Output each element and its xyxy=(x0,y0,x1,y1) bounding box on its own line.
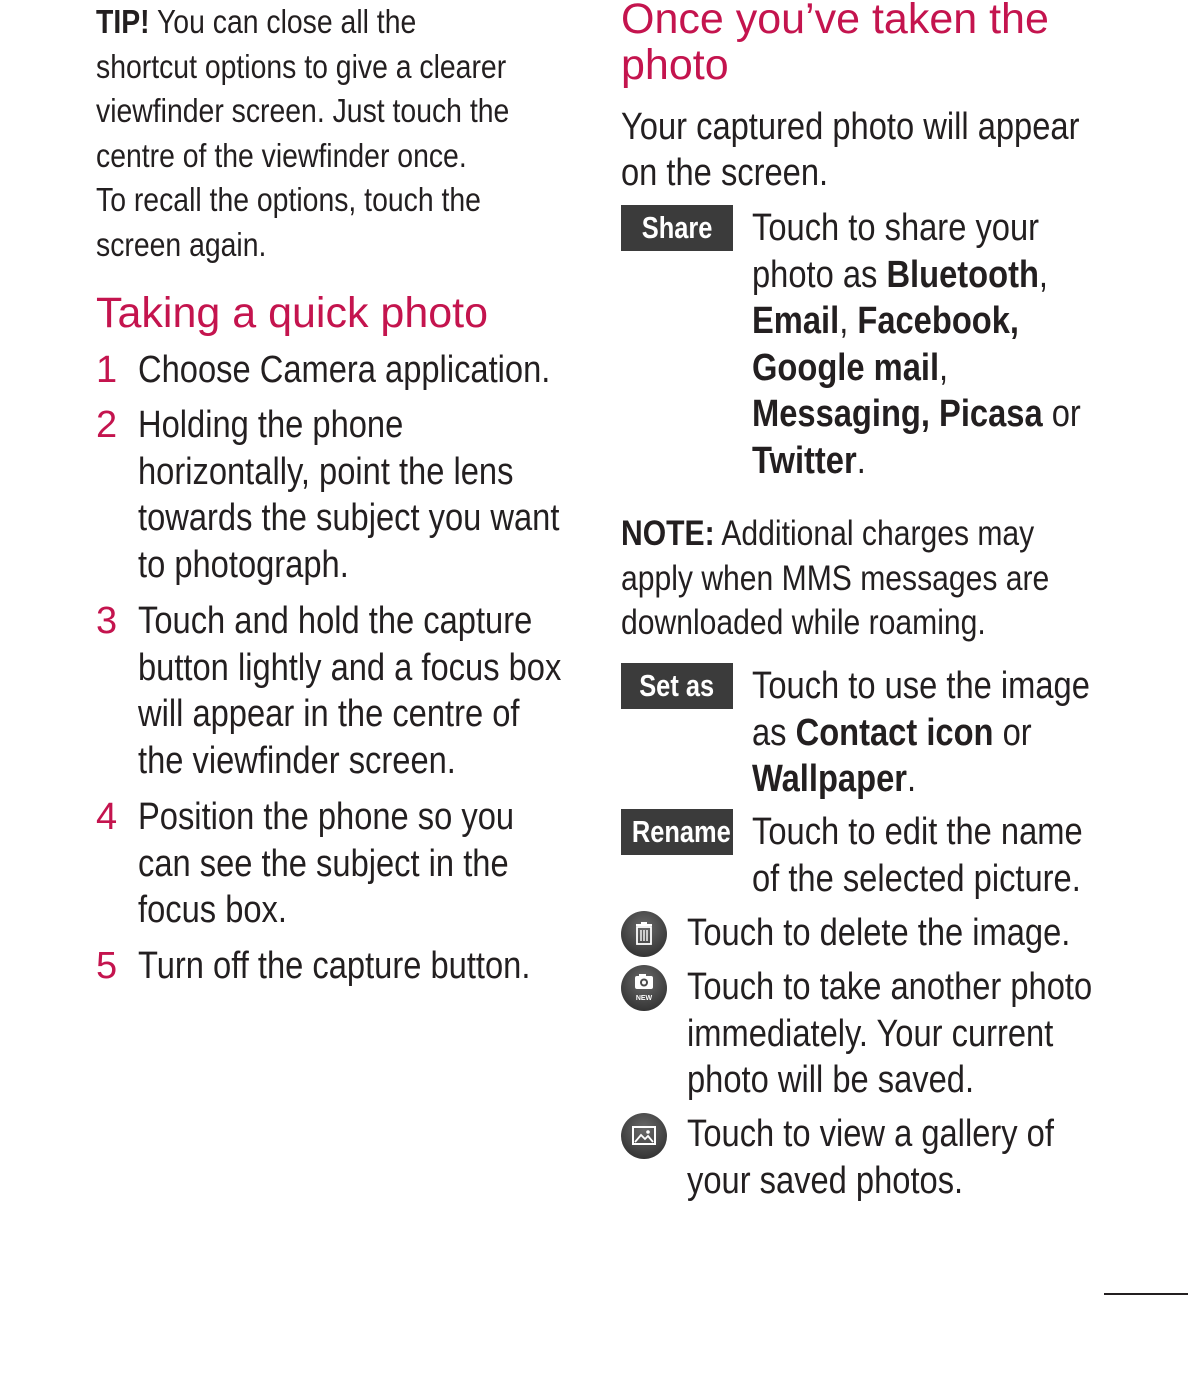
after-photo-heading xyxy=(621,0,1049,87)
camera-new-icon-label: NEW xyxy=(635,995,653,1002)
tip-line: You can close all the xyxy=(149,3,417,40)
set-as-text: or xyxy=(993,711,1032,754)
rename-description xyxy=(752,809,1083,902)
note-label: NOTE: xyxy=(621,514,715,553)
share-text: photo as xyxy=(752,253,887,296)
new-photo-line: immediately. Your current xyxy=(687,1012,1054,1055)
share-text: or xyxy=(1042,393,1081,435)
trash-icon xyxy=(621,911,667,957)
share-text: , xyxy=(839,300,858,342)
new-photo-description xyxy=(687,964,1092,1104)
share-text: . xyxy=(856,439,866,482)
step-line: focus box. xyxy=(138,889,287,931)
share-option: Bluetooth xyxy=(886,253,1039,296)
step-line: horizontally, point the lens xyxy=(138,450,514,493)
share-line: Touch to share your xyxy=(752,207,1040,249)
page-footer-rule xyxy=(1104,1293,1188,1295)
share-option: Google mail xyxy=(752,346,940,389)
quick-photo-heading: Taking a quick photo xyxy=(96,289,489,337)
set-as-description xyxy=(752,663,1090,803)
set-as-option: Wallpaper xyxy=(752,758,907,800)
set-as-option: Contact icon xyxy=(795,711,994,754)
heading-line: Once you’ve taken the xyxy=(621,0,1049,43)
gallery-line: your saved photos. xyxy=(687,1159,964,1202)
note-line: downloaded while roaming. xyxy=(621,603,986,642)
gallery-description xyxy=(687,1111,1054,1204)
step-line: to photograph. xyxy=(138,543,349,586)
note-line: apply when MMS messages are xyxy=(621,558,1050,598)
delete-description xyxy=(687,910,1070,957)
tip-line: viewfinder screen. Just touch the xyxy=(96,92,510,129)
share-option: Email xyxy=(752,300,840,342)
gallery-line: Touch to view a gallery of xyxy=(687,1113,1054,1155)
step-number: 2 xyxy=(96,404,118,446)
intro-line: Your captured photo will appear xyxy=(621,106,1080,148)
rename-button-icon xyxy=(621,809,733,855)
camera-new-icon xyxy=(621,965,667,1011)
share-text: , xyxy=(1038,253,1049,296)
step-line: can see the subject in the xyxy=(138,842,509,885)
intro-line: on the screen. xyxy=(621,152,829,194)
step-number: 3 xyxy=(96,600,118,642)
set-as-line: Touch to use the image xyxy=(752,665,1090,707)
step-line: Holding the phone xyxy=(138,404,404,446)
set-as-text: as xyxy=(752,711,796,754)
note-block xyxy=(621,512,1049,646)
step-line: towards the subject you want xyxy=(138,497,560,539)
step-number: 4 xyxy=(96,796,118,838)
gallery-icon xyxy=(621,1113,667,1159)
step-number: 5 xyxy=(96,945,118,987)
share-text: , xyxy=(939,346,949,389)
share-option: Twitter xyxy=(752,439,857,482)
step-line: the viewfinder screen. xyxy=(138,739,456,782)
share-option: Facebook, xyxy=(857,300,1020,342)
tip-line: screen again. xyxy=(96,225,267,263)
step-line: will appear in the centre of xyxy=(138,693,520,735)
tip-line: shortcut options to give a clearer xyxy=(96,47,507,85)
tip-label: TIP! xyxy=(96,3,150,40)
rename-line: of the selected picture. xyxy=(752,857,1081,900)
step-line: Touch and hold the capture xyxy=(138,600,533,642)
share-description xyxy=(752,205,1081,484)
intro-text xyxy=(621,104,1079,196)
set-as-button-icon xyxy=(621,663,733,709)
heading-line: photo xyxy=(621,41,729,89)
share-badge-label: Share xyxy=(641,210,713,245)
rename-badge-label: Rename xyxy=(631,814,731,849)
step-number: 1 xyxy=(96,349,118,391)
step-line: Position the phone so you xyxy=(138,796,515,838)
tip-line: centre of the viewfinder once. xyxy=(96,136,467,174)
rename-line: Touch to edit the name xyxy=(752,811,1083,853)
set-as-text: . xyxy=(906,758,917,800)
share-button-icon xyxy=(621,205,733,251)
tip-line: To recall the options, touch the xyxy=(96,181,481,218)
new-photo-line: photo will be saved. xyxy=(687,1059,975,1101)
share-option: Messaging, Picasa xyxy=(752,393,1043,435)
new-photo-line: Touch to take another photo xyxy=(687,966,1093,1008)
step-line: button lightly and a focus box xyxy=(138,646,562,689)
step-line: Turn off the capture button. xyxy=(138,945,531,987)
set-as-badge-label: Set as xyxy=(639,668,715,703)
note-line: Additional charges may xyxy=(714,514,1035,553)
tip-block xyxy=(96,0,509,267)
delete-line: Touch to delete the image. xyxy=(687,912,1071,954)
step-line: Choose Camera application. xyxy=(138,349,551,391)
